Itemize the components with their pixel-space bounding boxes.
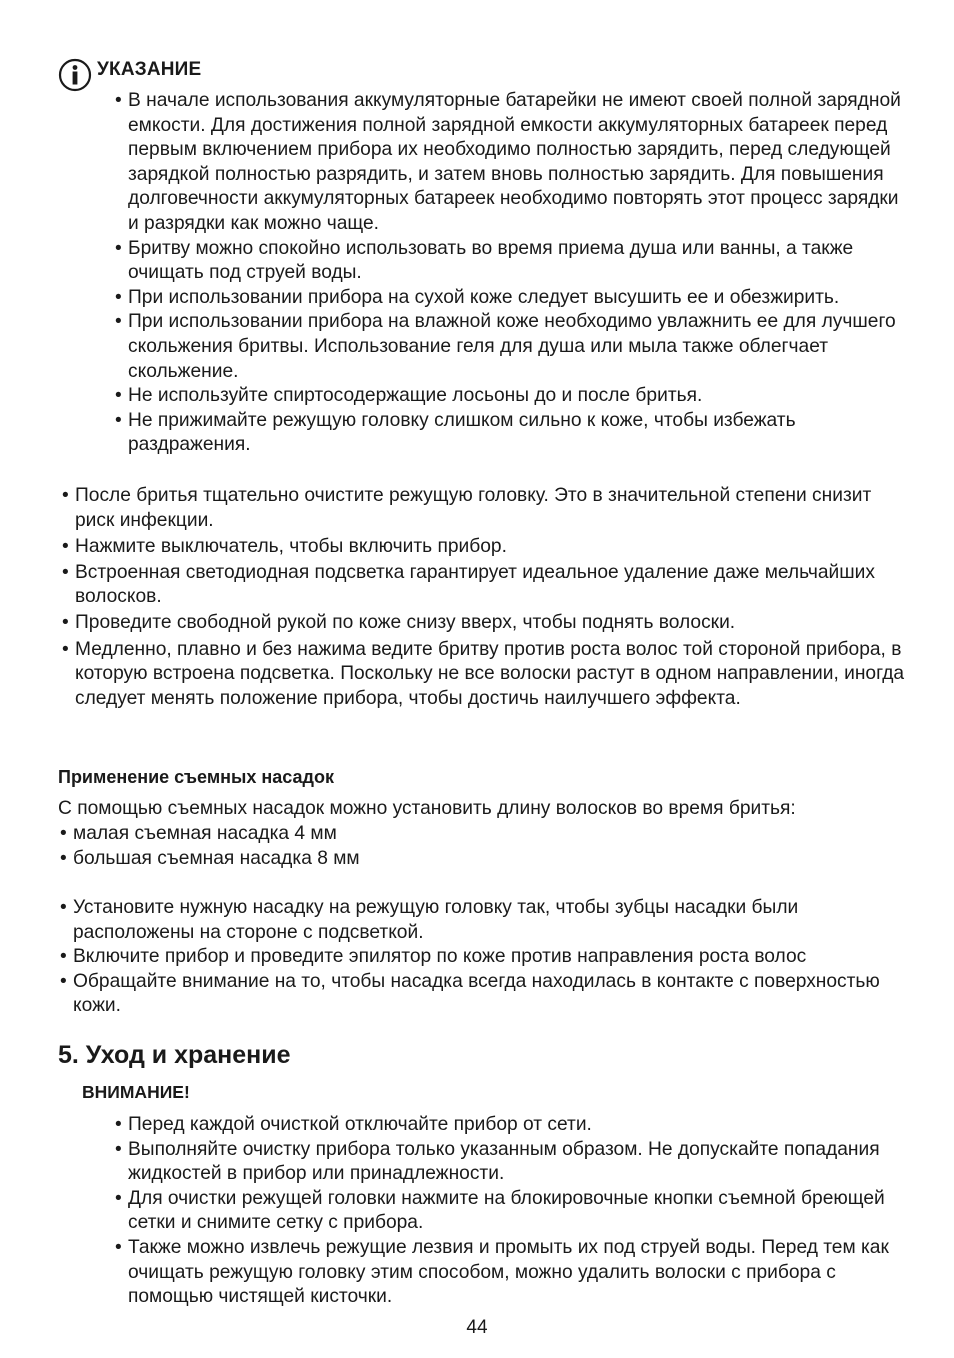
note-title: УКАЗАНИЕ <box>97 59 202 80</box>
list-item: • При использовании прибора на сухой коже следует высушить ее и обезжирить. <box>128 286 908 311</box>
note-header <box>58 58 201 92</box>
attachments-steps <box>73 896 893 1019</box>
list-item: • Перед каждой очисткой отключайте прибор от сети. <box>128 1113 908 1138</box>
list-item: • Выполняйте очистку прибора только указанным образом. Не допускайте попадания жидкостей в прибор или принадлежности. <box>128 1138 908 1187</box>
list-item: • Установите нужную насадку на режущую головку так, чтобы зубцы насадки были расположены на стороне с подсветкой. <box>73 896 893 945</box>
list-item: • В начале использования аккумуляторные батарейки не имеют своей полной зарядной емкости. Для достижения полной зарядной емкости аккумуляторных батареек перед первым включением прибора их необходимо полностью зарядить, перед следующей зарядкой полностью разрядить, и затем вновь полностью зарядить. Для повышения долговечности аккумуляторных батареек необходимо повторять этот процесс зарядки и разрядки как можно чаще. <box>128 89 908 237</box>
attachments-list <box>73 822 873 871</box>
section-title: 5. Уход и хранение <box>58 1041 291 1069</box>
attachments-intro: С помощью съемных насадок можно установить длину волосков во время бритья: <box>58 798 796 819</box>
attachments-heading: Применение съемных насадок <box>58 767 334 787</box>
list-item: • малая съемная насадка 4 мм <box>73 822 873 847</box>
list-item: • Встроенная светодиодная подсветка гарантирует идеальное удаление даже мельчайших волосков. <box>75 561 915 610</box>
list-item: • Не прижимайте режущую головку слишком сильно к коже, чтобы избежать раздражения. <box>128 409 908 458</box>
list-item: • Медленно, плавно и без нажима ведите бритву против роста волос той стороной прибора, в которую встроена подсветка. Поскольку не все волоски растут в одном направлении, иногда следует менять положение прибора, чтобы достичь наилучшего эффекта. <box>75 638 915 712</box>
warning-label: ВНИМАНИЕ! <box>82 1082 190 1102</box>
list-item: • Не используйте спиртосодержащие лосьоны до и после бритья. <box>128 384 908 409</box>
list-item: • Для очистки режущей головки нажмите на блокировочные кнопки съемной бреющей сетки и снимите сетку с прибора. <box>128 1187 908 1236</box>
list-item: • Проведите свободной рукой по коже снизу вверх, чтобы поднять волоски. <box>75 611 915 636</box>
list-item: • Также можно извлечь режущие лезвия и промыть их под струей воды. Перед тем как очищать режущую головку этим способом, можно удалить волоски с прибора с помощью чистящей кисточки. <box>128 1236 908 1310</box>
list-item: • Нажмите выключатель, чтобы включить прибор. <box>75 535 915 560</box>
list-item: • Обращайте внимание на то, чтобы насадка всегда находилась в контакте с поверхностью кожи. <box>73 970 893 1019</box>
page-number: 44 <box>466 1317 488 1338</box>
list-item: • большая съемная насадка 8 мм <box>73 847 873 872</box>
list-item: • Включите прибор и проведите эпилятор по коже против направления роста волос <box>73 945 893 970</box>
usage-list <box>75 484 915 713</box>
info-icon <box>58 58 92 92</box>
note-list <box>128 89 908 458</box>
list-item: • При использовании прибора на влажной коже необходимо увлажнить ее для лучшего скольжения бритвы. Использование геля для душа или мыла также облегчает скольжение. <box>128 310 908 384</box>
list-item: • Бритву можно спокойно использовать во время приема душа или ванны, а также очищать под струей воды. <box>128 237 908 286</box>
care-list <box>128 1113 908 1310</box>
list-item: • После бритья тщательно очистите режущую головку. Это в значительной степени снизит риск инфекции. <box>75 484 915 533</box>
